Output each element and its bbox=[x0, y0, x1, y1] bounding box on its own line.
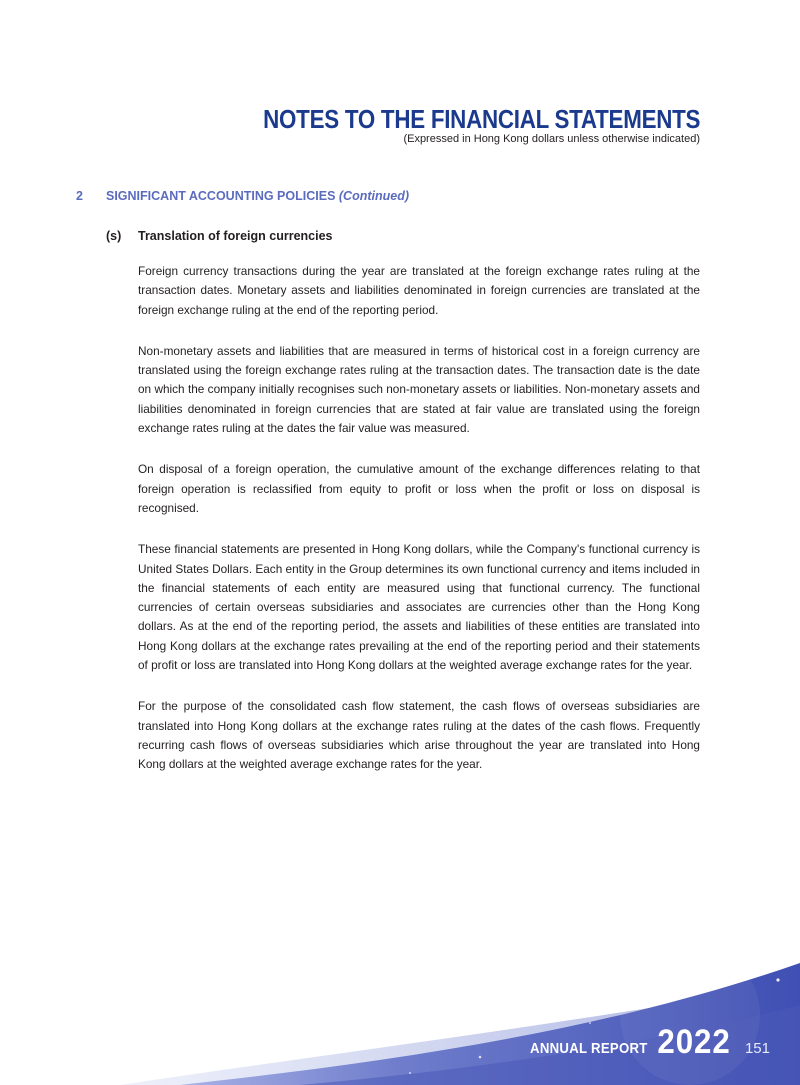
page-title: NOTES TO THE FINANCIAL STATEMENTS bbox=[262, 104, 700, 134]
section-heading bbox=[76, 189, 409, 203]
footer-wave-decoration bbox=[0, 945, 800, 1085]
section-continued: (Continued) bbox=[338, 189, 410, 203]
subsection-title: Translation of foreign currencies bbox=[138, 229, 333, 243]
footer-year: 2022 bbox=[657, 1023, 731, 1061]
subsection-heading bbox=[106, 229, 333, 243]
body-text bbox=[138, 262, 700, 797]
page-number: 151 bbox=[744, 1040, 770, 1057]
paragraph: These financial statements are presented in Hong Kong dollars, while the Company's functional currency is United States Dollars. Each entity in the Group determines its own functional currency and items included in the financial statements of each entity are measured using that functional currency. The functional currencies of certain overseas subsidiaries and associates are currencies other than the Hong Kong dollars. As at the end of the reporting period, the assets and liabilities of these entities are translated into Hong Kong dollars at the exchange rates prevailing at the end of the reporting period and their statements of profit or loss are translated into Hong Kong dollars at the weighted average exchange rates for the year. bbox=[138, 542, 700, 673]
paragraph: On disposal of a foreign operation, the cumulative amount of the exchange differences relating to that foreign operation is reclassified from equity to profit or loss when the profit or loss on disposal is recognised. bbox=[138, 462, 700, 515]
page-subtitle: (Expressed in Hong Kong dollars unless otherwise indicated) bbox=[403, 133, 700, 145]
paragraph: For the purpose of the consolidated cash flow statement, the cash flows of overseas subsidiaries are translated into Hong Kong dollars at the exchange rates ruling at the dates of the cash flows. Frequently recurring cash flows of overseas subsidiaries which arise throughout the year are translated into Hong Kong dollars at the weighted average exchange rates for the year. bbox=[138, 699, 700, 772]
footer-report-label: ANNUAL REPORT bbox=[529, 1040, 648, 1057]
paragraph: Foreign currency transactions during the year are translated at the foreign exchange rates ruling at the transaction dates. Monetary assets and liabilities denominated in foreign currencies are translated at the foreign exchange ruling at the end of the reporting period. bbox=[138, 264, 700, 317]
section-title: SIGNIFICANT ACCOUNTING POLICIES bbox=[106, 189, 336, 203]
footer bbox=[514, 1025, 770, 1059]
section-number: 2 bbox=[76, 189, 83, 203]
page-header bbox=[192, 104, 700, 145]
paragraph: Non-monetary assets and liabilities that are measured in terms of historical cost in a foreign currency are translated using the foreign exchange rates ruling at the transaction dates. The transaction date is the date on which the company initially recognises such non-monetary assets or liabilities. Non-monetary assets and liabilities denominated in foreign currencies that are stated at fair value are translated using the foreign exchange rates ruling at the dates the fair value was measured. bbox=[138, 343, 700, 436]
subsection-label: (s) bbox=[106, 229, 122, 243]
